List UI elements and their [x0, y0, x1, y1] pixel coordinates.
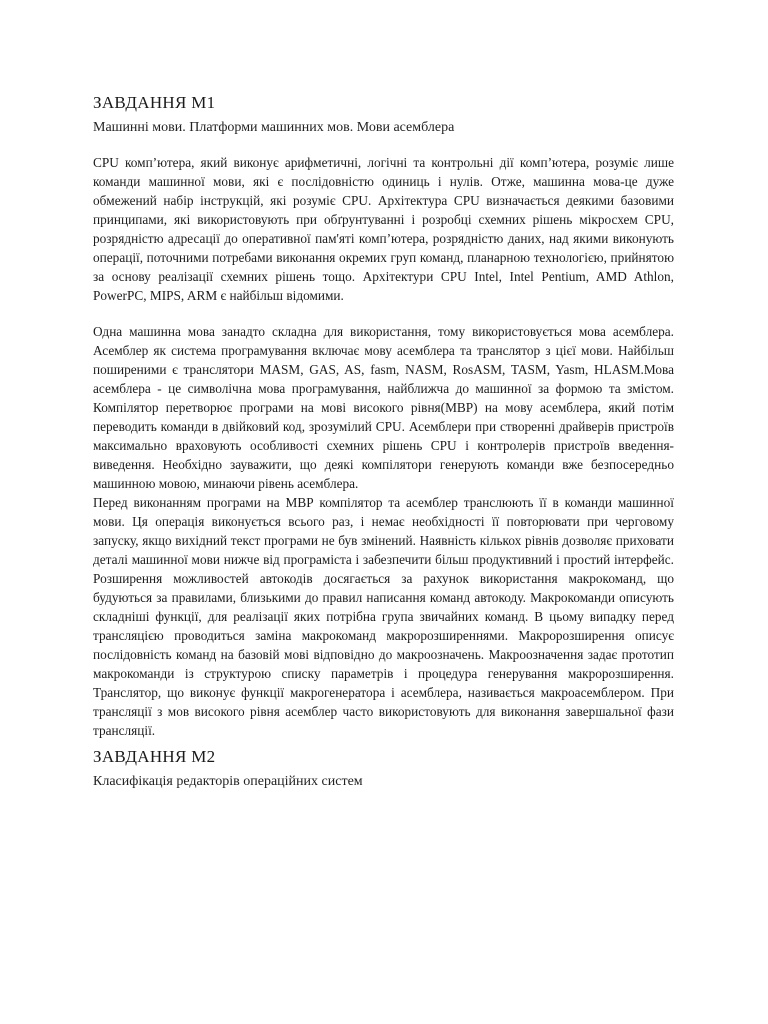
task-m1-subtitle: Машинні мови. Платформи машинних мов. Мови асемблера — [93, 120, 455, 135]
paragraph-assembler: Одна машинна мова занадто складна для використання, тому використовується мова асемблера. Асемблер як система програмування включає мову асемблера та транслятор з цієї мови. Найбільш поширеними є транслятори MASM, GAS, AS, fasm, NASM, RosASM, TASM, Yasm, HLASM.Мова асемблера - це символічна мова програмування, найближча до машинної за формою та змістом. Компілятор перетворює програми на мові високого рівня(МВР) на мову асемблера, який потім переводить команди в двійковий код, зрозумілий CPU. Асемблери при створенні драйверів пристроїв максимально враховують особливості схемних рішень CPU і контролерів пристроїв введення-виведення. Необхідно зауважити, що деякі компілятори генерують команди вже безпосередньо машинною мовою, минаючи рівень асемблера. — [93, 324, 674, 491]
task-m2-heading: ЗАВДАННЯ М2 — [93, 747, 216, 766]
paragraph-cpu-architecture: CPU комп’ютера, який виконує арифметичні, логічні та контрольні дії комп’ютера, розуміє лише команди машинної мови, які є послідовністю одиниць і нулів. Отже, машинна мова-це дуже обмежений набір інструкцій, які розуміє CPU. Архітектура CPU визначається деякими базовими принципами, які використовують при обґрунтуванні і розробці схемних рішень мікросхем CPU, розрядністю адресації до оперативної пам'яті комп’ютера, розрядністю даних, над якими виконують операції, поточними потребами виконання окремих груп команд, планарною технологією, прийнятою за основу реалізації схемних рішень тощо. Архітектури CPU Intel, Intel Pentium, AMD Athlon, PowerPC, MIPS, ARM є найбільш відомими. — [93, 155, 674, 303]
task-m2-subtitle: Класифікація редакторів операційних систем — [93, 774, 363, 789]
paragraph-macro-commands: Перед виконанням програми на МВР компілятор та асемблер транслюють її в команди машинної мови. Ця операція виконується всього раз, і немає необхідності її повторювати при черговому запуску, якщо вихідний текст програми не був змінений. Наявність кількох рівнів дозволяє приховати деталі машинної мови нижче від програміста і забезпечити більш продуктивний і простий інтерфейс. Розширення можливостей автокодів досягається за рахунок використання макрокоманд, що будуються за правилами, близькими до правил написання команд автокоду. Макрокоманди описують складніші функції, для реалізації яких потрібна група звичайних команд. В цьому випадку перед трансляцією проводиться заміна макрокоманд макророзширеннями. Макророзширення описує послідовність команд на базовій мові відповідно до макроозначень. Макроозначення задає прототип макрокоманди із структурою списку параметрів і процедура генерування макророзширення. Транслятор, що виконує функції макрогенератора і асемблера, називається макроасемблером. При трансляції з мов високого рівня асемблер часто використовують для виконання завершальної фази трансляції. — [93, 495, 674, 738]
task-m1-heading: ЗАВДАННЯ М1 — [93, 93, 216, 112]
